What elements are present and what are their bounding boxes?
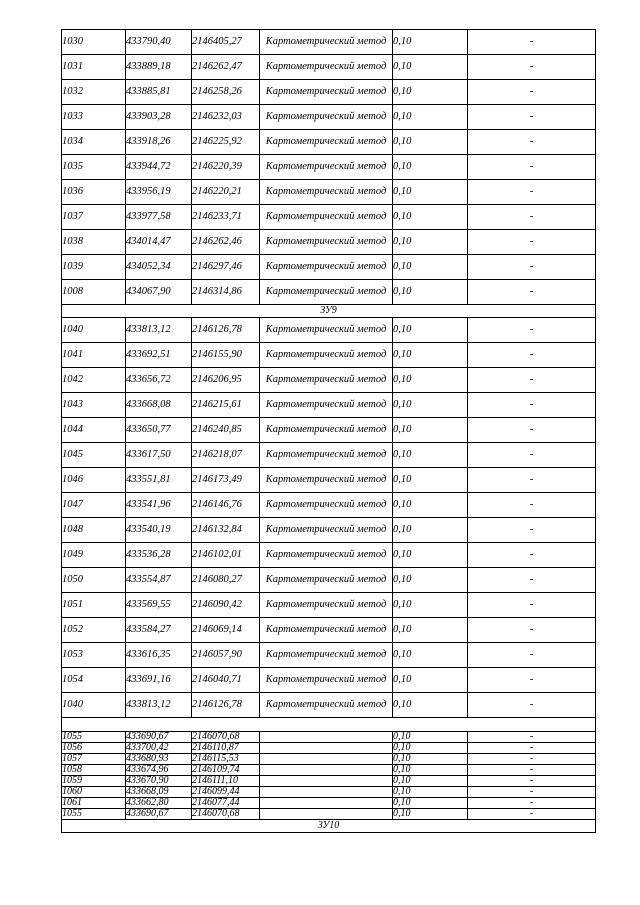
y-coordinate-cell: 2146258,26: [192, 80, 260, 105]
x-coordinate-cell: 433551,81: [126, 468, 192, 493]
y-coordinate-cell: 2146126,78: [192, 318, 260, 343]
x-coordinate-cell: 433944,72: [126, 155, 192, 180]
method-cell: Картометрический метод: [260, 393, 393, 418]
accuracy-cell: 0,10: [393, 80, 468, 105]
accuracy-cell: 0,10: [393, 776, 468, 787]
table-row: [62, 643, 596, 668]
x-coordinate-cell: 433662,80: [126, 798, 192, 809]
y-coordinate-cell: 2146206,95: [192, 368, 260, 393]
table-row: [62, 493, 596, 518]
x-coordinate-cell: 433889,18: [126, 55, 192, 80]
point-number-cell: 1035: [62, 155, 126, 180]
accuracy-cell: 0,10: [393, 693, 468, 718]
x-coordinate-cell: 433656,72: [126, 368, 192, 393]
accuracy-cell: 0,10: [393, 368, 468, 393]
table-row: [62, 798, 596, 809]
description-cell: -: [468, 55, 596, 80]
table-row: [62, 393, 596, 418]
point-number-cell: 1033: [62, 105, 126, 130]
y-coordinate-cell: 2146132,84: [192, 518, 260, 543]
y-coordinate-cell: 2146110,87: [192, 743, 260, 754]
description-cell: -: [468, 343, 596, 368]
table-row: [62, 230, 596, 255]
table-row: [62, 693, 596, 718]
x-coordinate-cell: 434052,34: [126, 255, 192, 280]
x-coordinate-cell: 433540,19: [126, 518, 192, 543]
point-number-cell: 1055: [62, 809, 126, 820]
accuracy-cell: 0,10: [393, 743, 468, 754]
description-cell: -: [468, 180, 596, 205]
y-coordinate-cell: 2146070,68: [192, 809, 260, 820]
method-cell: [260, 732, 393, 743]
table-row: [62, 754, 596, 765]
point-number-cell: 1050: [62, 568, 126, 593]
method-cell: [260, 776, 393, 787]
section-header-row: [62, 305, 596, 318]
x-coordinate-cell: 433569,55: [126, 593, 192, 618]
x-coordinate-cell: 433690,67: [126, 732, 192, 743]
method-cell: Картометрический метод: [260, 255, 393, 280]
method-cell: Картометрический метод: [260, 443, 393, 468]
x-coordinate-cell: 433616,35: [126, 643, 192, 668]
method-cell: [260, 809, 393, 820]
method-cell: Картометрический метод: [260, 368, 393, 393]
x-coordinate-cell: 433700,42: [126, 743, 192, 754]
x-coordinate-cell: 433670,90: [126, 776, 192, 787]
y-coordinate-cell: 2146090,42: [192, 593, 260, 618]
point-number-cell: 1057: [62, 754, 126, 765]
section-header-label: ЗУ9: [62, 305, 596, 318]
table-row: [62, 318, 596, 343]
y-coordinate-cell: 2146220,39: [192, 155, 260, 180]
y-coordinate-cell: 2146215,61: [192, 393, 260, 418]
point-number-cell: 1030: [62, 30, 126, 55]
table-row: [62, 787, 596, 798]
description-cell: -: [468, 568, 596, 593]
point-number-cell: 1042: [62, 368, 126, 393]
method-cell: Картометрический метод: [260, 230, 393, 255]
accuracy-cell: 0,10: [393, 230, 468, 255]
description-cell: -: [468, 754, 596, 765]
accuracy-cell: 0,10: [393, 155, 468, 180]
description-cell: -: [468, 205, 596, 230]
blank-separator-cell: [62, 718, 596, 732]
y-coordinate-cell: 2146173,49: [192, 468, 260, 493]
method-cell: Картометрический метод: [260, 568, 393, 593]
accuracy-cell: 0,10: [393, 798, 468, 809]
point-number-cell: 1055: [62, 732, 126, 743]
point-number-cell: 1037: [62, 205, 126, 230]
x-coordinate-cell: 434067,90: [126, 280, 192, 305]
table-row: [62, 443, 596, 468]
y-coordinate-cell: 2146115,53: [192, 754, 260, 765]
point-number-cell: 1051: [62, 593, 126, 618]
x-coordinate-cell: 433541,96: [126, 493, 192, 518]
method-cell: Картометрический метод: [260, 543, 393, 568]
accuracy-cell: 0,10: [393, 343, 468, 368]
point-number-cell: 1059: [62, 776, 126, 787]
method-cell: Картометрический метод: [260, 418, 393, 443]
method-cell: Картометрический метод: [260, 155, 393, 180]
method-cell: Картометрический метод: [260, 618, 393, 643]
method-cell: Картометрический метод: [260, 593, 393, 618]
method-cell: Картометрический метод: [260, 180, 393, 205]
point-number-cell: 1039: [62, 255, 126, 280]
table-row: [62, 80, 596, 105]
table-row: [62, 809, 596, 820]
x-coordinate-cell: 433918,26: [126, 130, 192, 155]
description-cell: -: [468, 105, 596, 130]
method-cell: Картометрический метод: [260, 468, 393, 493]
x-coordinate-cell: 433536,28: [126, 543, 192, 568]
table-row: [62, 368, 596, 393]
table-row: [62, 130, 596, 155]
description-cell: -: [468, 765, 596, 776]
accuracy-cell: 0,10: [393, 732, 468, 743]
accuracy-cell: 0,10: [393, 568, 468, 593]
point-number-cell: 1060: [62, 787, 126, 798]
accuracy-cell: 0,10: [393, 787, 468, 798]
method-cell: Картометрический метод: [260, 693, 393, 718]
description-cell: -: [468, 30, 596, 55]
method-cell: Картометрический метод: [260, 643, 393, 668]
x-coordinate-cell: 433668,09: [126, 787, 192, 798]
y-coordinate-cell: 2146314,86: [192, 280, 260, 305]
accuracy-cell: 0,10: [393, 809, 468, 820]
method-cell: [260, 787, 393, 798]
y-coordinate-cell: 2146040,71: [192, 668, 260, 693]
x-coordinate-cell: 433813,12: [126, 318, 192, 343]
x-coordinate-cell: 433885,81: [126, 80, 192, 105]
point-number-cell: 1061: [62, 798, 126, 809]
accuracy-cell: 0,10: [393, 205, 468, 230]
y-coordinate-cell: 2146218,07: [192, 443, 260, 468]
method-cell: Картометрический метод: [260, 105, 393, 130]
point-number-cell: 1045: [62, 443, 126, 468]
y-coordinate-cell: 2146109,74: [192, 765, 260, 776]
accuracy-cell: 0,10: [393, 55, 468, 80]
y-coordinate-cell: 2146057,90: [192, 643, 260, 668]
x-coordinate-cell: 433650,77: [126, 418, 192, 443]
description-cell: -: [468, 255, 596, 280]
method-cell: Картометрический метод: [260, 80, 393, 105]
point-number-cell: 1052: [62, 618, 126, 643]
point-number-cell: 1036: [62, 180, 126, 205]
accuracy-cell: 0,10: [393, 418, 468, 443]
accuracy-cell: 0,10: [393, 543, 468, 568]
table-row: [62, 280, 596, 305]
method-cell: Картометрический метод: [260, 493, 393, 518]
description-cell: -: [468, 493, 596, 518]
accuracy-cell: 0,10: [393, 130, 468, 155]
description-cell: -: [468, 798, 596, 809]
accuracy-cell: 0,10: [393, 318, 468, 343]
point-number-cell: 1040: [62, 693, 126, 718]
table-row: [62, 743, 596, 754]
accuracy-cell: 0,10: [393, 393, 468, 418]
y-coordinate-cell: 2146099,44: [192, 787, 260, 798]
x-coordinate-cell: 433790,40: [126, 30, 192, 55]
x-coordinate-cell: 433691,16: [126, 668, 192, 693]
method-cell: Картометрический метод: [260, 280, 393, 305]
description-cell: -: [468, 643, 596, 668]
x-coordinate-cell: 433977,58: [126, 205, 192, 230]
y-coordinate-cell: 2146225,92: [192, 130, 260, 155]
y-coordinate-cell: 2146126,78: [192, 693, 260, 718]
x-coordinate-cell: 433617,50: [126, 443, 192, 468]
coordinates-table: [61, 29, 596, 833]
description-cell: -: [468, 618, 596, 643]
point-number-cell: 1047: [62, 493, 126, 518]
table-row: [62, 593, 596, 618]
y-coordinate-cell: 2146297,46: [192, 255, 260, 280]
point-number-cell: 1054: [62, 668, 126, 693]
description-cell: -: [468, 318, 596, 343]
table-row: [62, 518, 596, 543]
method-cell: Картометрический метод: [260, 518, 393, 543]
method-cell: Картометрический метод: [260, 318, 393, 343]
section-header-row: [62, 820, 596, 833]
y-coordinate-cell: 2146111,10: [192, 776, 260, 787]
description-cell: -: [468, 280, 596, 305]
method-cell: [260, 743, 393, 754]
table-row: [62, 30, 596, 55]
table-row: [62, 765, 596, 776]
point-number-cell: 1008: [62, 280, 126, 305]
description-cell: -: [468, 518, 596, 543]
y-coordinate-cell: 2146232,03: [192, 105, 260, 130]
method-cell: [260, 765, 393, 776]
y-coordinate-cell: 2146077,44: [192, 798, 260, 809]
y-coordinate-cell: 2146405,27: [192, 30, 260, 55]
table-row: [62, 205, 596, 230]
x-coordinate-cell: 433554,87: [126, 568, 192, 593]
point-number-cell: 1040: [62, 318, 126, 343]
x-coordinate-cell: 433692,51: [126, 343, 192, 368]
point-number-cell: 1031: [62, 55, 126, 80]
method-cell: Картометрический метод: [260, 668, 393, 693]
description-cell: -: [468, 418, 596, 443]
y-coordinate-cell: 2146233,71: [192, 205, 260, 230]
accuracy-cell: 0,10: [393, 618, 468, 643]
description-cell: -: [468, 230, 596, 255]
method-cell: Картометрический метод: [260, 30, 393, 55]
accuracy-cell: 0,10: [393, 668, 468, 693]
description-cell: -: [468, 130, 596, 155]
description-cell: -: [468, 743, 596, 754]
table-row: [62, 618, 596, 643]
x-coordinate-cell: 433680,93: [126, 754, 192, 765]
y-coordinate-cell: 2146080,27: [192, 568, 260, 593]
accuracy-cell: 0,10: [393, 255, 468, 280]
accuracy-cell: 0,10: [393, 180, 468, 205]
accuracy-cell: 0,10: [393, 280, 468, 305]
accuracy-cell: 0,10: [393, 443, 468, 468]
table-row: [62, 776, 596, 787]
accuracy-cell: 0,10: [393, 493, 468, 518]
point-number-cell: 1041: [62, 343, 126, 368]
y-coordinate-cell: 2146069,14: [192, 618, 260, 643]
description-cell: -: [468, 543, 596, 568]
accuracy-cell: 0,10: [393, 518, 468, 543]
accuracy-cell: 0,10: [393, 643, 468, 668]
y-coordinate-cell: 2146155,90: [192, 343, 260, 368]
table-row: [62, 105, 596, 130]
table-row: [62, 55, 596, 80]
accuracy-cell: 0,10: [393, 468, 468, 493]
description-cell: -: [468, 80, 596, 105]
x-coordinate-cell: 433690,67: [126, 809, 192, 820]
point-number-cell: 1046: [62, 468, 126, 493]
description-cell: -: [468, 732, 596, 743]
description-cell: -: [468, 776, 596, 787]
y-coordinate-cell: 2146262,46: [192, 230, 260, 255]
point-number-cell: 1043: [62, 393, 126, 418]
description-cell: -: [468, 693, 596, 718]
point-number-cell: 1044: [62, 418, 126, 443]
point-number-cell: 1058: [62, 765, 126, 776]
accuracy-cell: 0,10: [393, 754, 468, 765]
method-cell: Картометрический метод: [260, 205, 393, 230]
accuracy-cell: 0,10: [393, 105, 468, 130]
table-row: [62, 343, 596, 368]
x-coordinate-cell: 433674,96: [126, 765, 192, 776]
table-row: [62, 468, 596, 493]
table-row: [62, 732, 596, 743]
description-cell: -: [468, 368, 596, 393]
coordinates-table-body: [62, 30, 596, 833]
table-row: [62, 568, 596, 593]
y-coordinate-cell: 2146070,68: [192, 732, 260, 743]
table-row: [62, 418, 596, 443]
description-cell: -: [468, 787, 596, 798]
point-number-cell: 1034: [62, 130, 126, 155]
description-cell: -: [468, 468, 596, 493]
description-cell: -: [468, 443, 596, 468]
y-coordinate-cell: 2146262,47: [192, 55, 260, 80]
section-header-label: ЗУ10: [62, 820, 596, 833]
method-cell: Картометрический метод: [260, 55, 393, 80]
point-number-cell: 1056: [62, 743, 126, 754]
table-row: [62, 180, 596, 205]
blank-separator-row: [62, 718, 596, 732]
y-coordinate-cell: 2146146,76: [192, 493, 260, 518]
description-cell: -: [468, 593, 596, 618]
description-cell: -: [468, 393, 596, 418]
point-number-cell: 1053: [62, 643, 126, 668]
x-coordinate-cell: 433584,27: [126, 618, 192, 643]
point-number-cell: 1048: [62, 518, 126, 543]
table-row: [62, 668, 596, 693]
y-coordinate-cell: 2146102,01: [192, 543, 260, 568]
point-number-cell: 1049: [62, 543, 126, 568]
description-cell: -: [468, 668, 596, 693]
x-coordinate-cell: 433813,12: [126, 693, 192, 718]
accuracy-cell: 0,10: [393, 30, 468, 55]
table-row: [62, 255, 596, 280]
accuracy-cell: 0,10: [393, 593, 468, 618]
x-coordinate-cell: 433903,28: [126, 105, 192, 130]
x-coordinate-cell: 433956,19: [126, 180, 192, 205]
y-coordinate-cell: 2146240,85: [192, 418, 260, 443]
description-cell: -: [468, 809, 596, 820]
point-number-cell: 1038: [62, 230, 126, 255]
accuracy-cell: 0,10: [393, 765, 468, 776]
method-cell: [260, 798, 393, 809]
y-coordinate-cell: 2146220,21: [192, 180, 260, 205]
x-coordinate-cell: 434014,47: [126, 230, 192, 255]
table-row: [62, 155, 596, 180]
table-row: [62, 543, 596, 568]
method-cell: Картометрический метод: [260, 343, 393, 368]
method-cell: Картометрический метод: [260, 130, 393, 155]
x-coordinate-cell: 433668,08: [126, 393, 192, 418]
point-number-cell: 1032: [62, 80, 126, 105]
method-cell: [260, 754, 393, 765]
description-cell: -: [468, 155, 596, 180]
